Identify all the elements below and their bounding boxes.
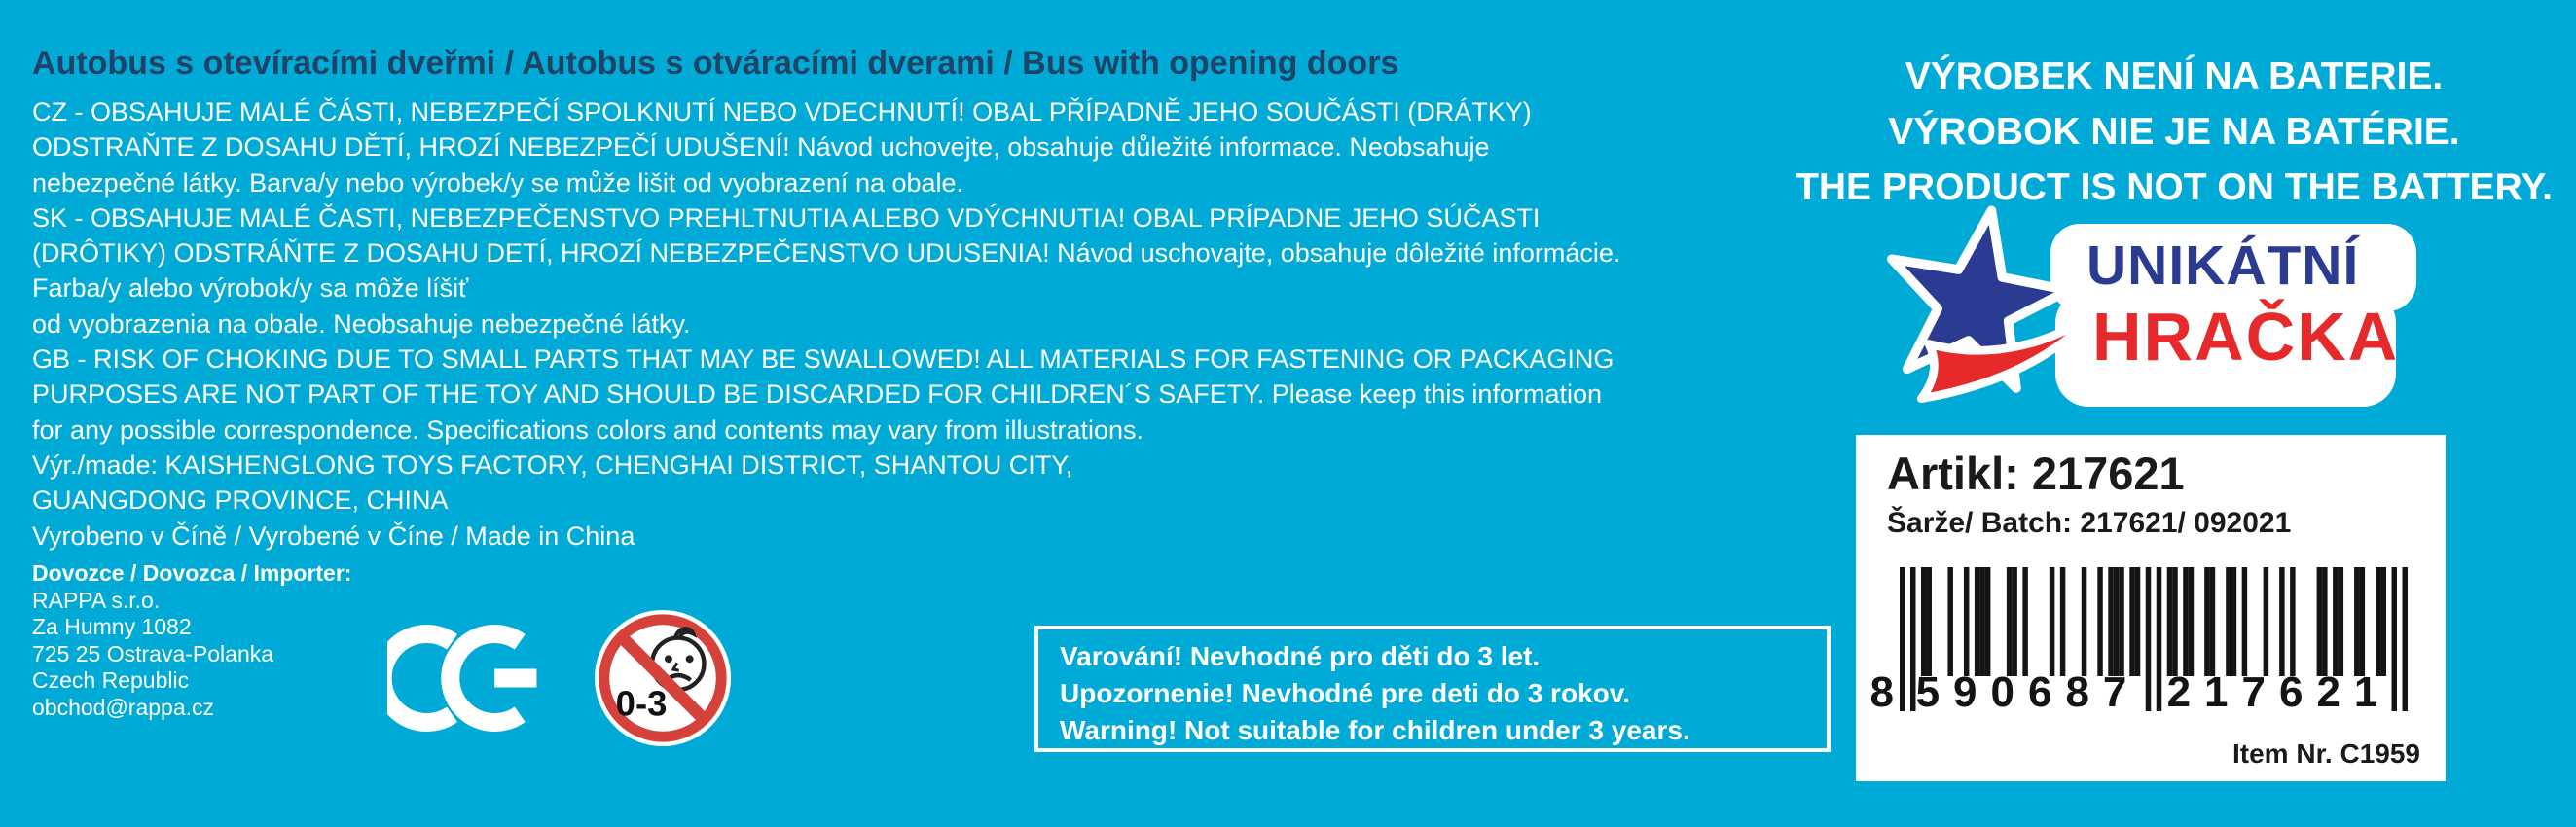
battery-notice-line-en: THE PRODUCT IS NOT ON THE BATTERY. [1796,166,2553,208]
logo-text-unikatni: UNIKÁTNÍ [2086,234,2360,297]
cz-warning-line: nebezpečné látky. Barva/y nebo výrobek/y se může lišit od vyobrazení na obale. [32,167,964,198]
ean-barcode [1869,567,2408,723]
manufacturer-line: Výr./made: KAISHENGLONG TOYS FACTORY, CHENGHAI DISTRICT, SHANTOU CITY, [32,449,1073,480]
importer-street: Za Humny 1082 [32,614,192,639]
gb-warning-line: PURPOSES ARE NOT PART OF THE TOY AND SHOULD BE DISCARDED FOR CHILDREN´S SAFETY. Please keep this information [32,379,1602,410]
sk-warning-line: (DRÔTIKY) ODSTRÁŇTE Z DOSAHU DETÍ, HROZÍ NEBEZPEČENSTVO UDUSENIA! Návod uschovajte, obsahuje dôležité informácie. [32,238,1621,269]
cz-warning-line: ODSTRAŇTE Z DOSAHU DĚTÍ, HROZÍ NEBEZPEČÍ UDUŠENÍ! Návod uchovejte, obsahuje důležité informace. Neobsahuje [32,132,1490,162]
barcode-digit-group: 8 [1869,668,1894,716]
cz-warning-line: CZ - OBSAHUJE MALÉ ČÁSTI, NEBEZPEČÍ SPOLKNUTÍ NEBO VDECHNUTÍ! OBAL PŘÍPADNĚ JEHO SOUČÁSTI (DRÁTKY) [32,97,1532,126]
warning-box-line-en: Warning! Not suitable for children under 3 years. [1060,715,1690,745]
article-number: Artikl: 217621 [1887,448,2185,499]
battery-notice [1773,49,2575,215]
barcode-digit-group: 590687 [1915,668,2141,716]
batch-number: Šarže/ Batch: 217621/ 092021 [1887,507,2292,539]
star-swoosh-icon [1867,204,2112,426]
svg-text:0-3: 0-3 [615,683,668,724]
safety-text-block [32,94,1620,554]
importer-country: Czech Republic [32,667,190,693]
product-title: Autobus s otevíracími dveřmi / Autobus s otváracími dverami / Bus with opening doors [32,45,1399,82]
warning-box-line-cz: Varování! Nevhodné pro děti do 3 let. [1060,641,1541,671]
importer-name: RAPPA s.r.o. [32,587,161,613]
gb-warning-line: for any possible correspondence. Specifications colors and contents may vary from illustrations. [32,414,1144,445]
importer-email: obchod@rappa.cz [32,694,215,720]
battery-notice-line-cz: VÝROBEK NENÍ NA BATERIE. [1905,55,2444,97]
sk-warning-line: Farba/y alebo výrobok/y sa môže líšiť [32,273,469,304]
importer-city: 725 25 Ostrava-Polanka [32,640,274,666]
gb-warning-line: GB - RISK OF CHOKING DUE TO SMALL PARTS THAT MAY BE SWALLOWED! ALL MATERIALS FOR FASTENING OR PACKAGING [32,344,1615,375]
age-warning-text-box [1034,626,1831,752]
importer-heading: Dovozce / Dovozca / Importer: [32,560,352,586]
importer-block [32,560,351,721]
manufacturer-line: GUANGDONG PROVINCE, CHINA [32,485,449,516]
article-info-box [1856,435,2446,781]
warning-box-line-sk: Upozornenie! Nevhodné pre deti do 3 rokov. [1060,678,1630,708]
made-in-line: Vyrobeno v Číně / Vyrobené v Číne / Made in China [32,521,635,551]
barcode-digit-group: 217621 [2166,668,2392,716]
sk-warning-line: od vyobrazenia na obale. Neobsahuje nebezpečné látky. [32,308,691,339]
ce-mark-icon [387,625,541,737]
age-warning-0-3-icon [591,606,735,755]
item-number: Item Nr. C1959 [2232,738,2420,769]
sk-warning-line: SK - OBSAHUJE MALÉ ČASTI, NEBEZPEČENSTVO PREHLTNUTIA ALEBO VDÝCHNUTIA! OBAL PRÍPADNE JEHO SÚČASTI [32,202,1541,233]
logo-text-hracka: HRAČKA [2092,299,2400,375]
battery-notice-line-sk: VÝROBOK NIE JE NA BATÉRIE. [1888,111,2460,153]
unikatni-hracka-logo [1870,208,2420,414]
